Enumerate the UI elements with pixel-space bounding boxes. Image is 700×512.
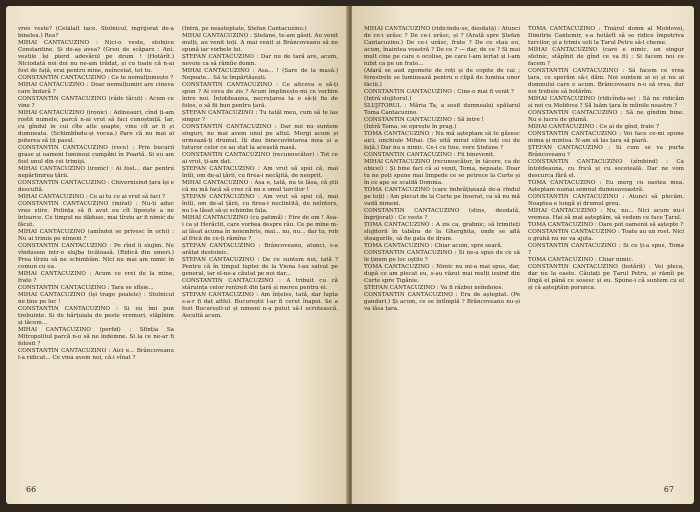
paragraph: TOMA CANTACUZINO : Nimic nu mi-a mai spus, dar, după ce am plecat eu, s-au văzut mai mulți ieșind din Curte spre Țigănie. [364, 264, 520, 284]
paragraph: ȘTEFAN CANTACUZINO : Am înțeles, tată, dar lupta s-a-r fi dat altfel. Bucureștii l-ar fi cerut înapoi. Se a fost București-ul și nimeni n-a putut să-l ocrotească. Ascultă acum. [182, 292, 338, 319]
paragraph: TOMA CANTACUZINO : Nu mă așteptam să te găsesc aici, unchiule Mihai. (Se uită mirat către toți cei de față.) Dar nu e nimic. Ce-i cu tine, vere Ștefane ? [364, 131, 520, 151]
left-column-1 [18, 26, 174, 472]
paragraph: CONSTANTIN CANTACUZINO : Tara se sfîșie... [18, 285, 154, 291]
paragraph: MIHAI CANTACUZINO (recunoscător, în tăcere, ca de obicei) : Și bine faci că ai venit, Toma, nepoate. Doar tu ne poți spune mai limpede ce se petrece la Curte și în ce ape se scaldă Domnia. [364, 159, 520, 186]
paragraph: MIHAI CANTACUZINO : Nici-o veste, stolnice Constantine. Și de-aș avea? (Greu de scăpare : Ani, veștile își pierd adevărul pe drum ! (Hotărît.) Niciodată noi doi nu ne-am trădat, și cu toate că n-ai fost de față, erai pentru mine, neîncetat, tot tu. [18, 40, 174, 74]
paragraph: CONSTANTIN CANTACUZINO : Voi face ce-mi spune inima și mintea. N-am să las țara să piară. [528, 131, 684, 144]
paragraph: (Afară se aud zgomote de roți și de copite de cai ; ferestrele se luminează pentru o clipă de lumina unor făclii.) [364, 68, 520, 88]
paragraph: CONSTANTIN CANTACUZINO : A tribuit cu că stăruința celor rentreit din țară și mereu pentru ei. [182, 278, 338, 291]
paragraph: MIHAI CANTACUZINO : Ștefane, te-am găsit. Au venit mulți, au venit toți. A mai venit și Brâncoveanu să ne spună iar vorbele lui. [182, 33, 338, 53]
paragraph: TOMA CANTACUZINO : A zis ca, grabnic, să trimiteți slujitorii în tabăra de la Gherghița, unde se află steagurile, să fie gata de drum. [364, 222, 520, 242]
paragraph: ȘTEFAN CANTACUZINO : Tu tatăl meu, cum să te las singur ? [182, 110, 338, 123]
paragraph: SLUJITORUL : Măria Ta, a sosit dumnealui spătarul Toma Cantacuzino. [364, 103, 520, 116]
paragraph: CONSTANTIN CANTACUZINO (recunoscător) : Tot ce ai vrut, ți-am dat. [182, 152, 338, 165]
paragraph: MIHAI CANTACUZINO : Nu, nu... Nici acum nu-i vremea. Hai să mai așteptăm, să vedem ce face Țarul. [528, 208, 684, 221]
paragraph: MIHAI CANTACUZINO : Ce ai tu ce ai vrut să faci ? [18, 194, 166, 200]
paragraph: MIHAI CANTACUZINO (ironic) : Ai fost... dar pentru nepărtinirea țării. [18, 166, 174, 179]
paragraph: TOMA CANTACUZINO : Oare pot oamenii să aștepte ? [528, 222, 684, 228]
paragraph: CONSTANTIN CANTACUZINO : Chivernisind țara își e descultă. [18, 180, 174, 193]
paragraph: CONSTANTIN CANTACUZINO : Să ne gîndim bine. Nu e lucru de glumă. [528, 110, 684, 123]
paragraph: MIHAI CANTACUZINO (ridicîndu-se) : Să ne ridicăm și noi cu Moldova ? Să luăm țara în mîinile noastre ? [528, 96, 684, 109]
paragraph: CONSTANTIN CANTACUZINO (râde tăcut) : Acum ce vine ? [18, 96, 174, 109]
left-page [6, 6, 348, 504]
paragraph: TOMA CANTACUZINO : Chiar acum, spre seară. [364, 243, 503, 249]
paragraph: ȘTEFAN CANTACUZINO : De ce suntem noi, tată ? Pentru că în timpul luptei de la Viena l-au salvat pe general, iar el-ne-a căutat pe noi dar... [182, 257, 338, 277]
paragraph: CONSTANTIN CANTACUZINO : Si ne-a spus de ce să le ținem pe loc oștile ? [364, 250, 520, 263]
paragraph: CONSTANTIN CANTACUZINO : Atunci să plecăm. Noaptea e lungă și drumul greu. [528, 194, 684, 207]
paragraph: CONSTANTIN CANTACUZINO (stins, deodată, îngrijorat) : Ce veste ? [364, 208, 520, 221]
paragraph: CONSTANTIN CANTACUZINO : Dar noi nu suntem singuri, ne mai avem unul pe altul. Mergi acum și urmează-ți drumul, îți dau binecuvîntarea mea și a tuturor celor ce au stat la această masă. [182, 124, 338, 151]
paragraph: MIHAI CANTACUZINO (își trage poalele) : Stolnicul ne ține pe loc ! [18, 292, 174, 305]
left-column-2 [182, 26, 338, 472]
paragraph: CONSTANTIN CANTACUZINO : Să intre ! [364, 117, 484, 123]
paragraph: CONSTANTIN CANTACUZINO : Si eu îmi pun trebuințe. Si de hărțuiala de peste vremuri, stăpînim și tăcem... [18, 306, 174, 326]
paragraph: CONSTANTIN CANTACUZINO : Pe rînd îi slujim. Ne vîndusem intr-o slujba ticăloasă. (Ridică din umeri.) Prea tîrziu să ne schimbăm. Nici nu mai am nimic în comun cu ea. [18, 243, 174, 270]
right-column-2 [528, 26, 684, 472]
paragraph: MIHAI CANTACUZINO : Acum ce vrei de la mine, frate ? [18, 271, 174, 284]
paragraph: (Intră, pe neașteptate, Ștefan Cantacuzino.) [182, 26, 307, 32]
paragraph: TOMA CANTACUZINO : Tînărul domn al Moldovei, Dimitrie Cantemir, s-a hotărît să se ridice împotriva turcilor, și a trimis soli la Țarul Petru să-l cheme. [528, 26, 684, 46]
paragraph: CONSTANTIN CANTACUZINO : Toate au un rost. Nici o grabă nu ne va ajuta. [528, 229, 684, 242]
paragraph: ȘTEFAN CANTACUZINO : Dar nu de tară are, acum, nevoie ca să rămîie domn. [182, 54, 338, 67]
paragraph: CONSTANTIN CANTACUZINO (zîmbind) : Ca întotdeauna, cu frică și cu socoteală. Dar ne vom descurca fără el. [528, 159, 684, 179]
paragraph: MIHAI CANTACUZINO (perfid) : Sfinția Sa Mitropolitul parcă n-o să ne îndemne. Si la ce ne-ar fi folosit ? [18, 327, 174, 347]
paragraph: MIHAI CANTACUZINO : Asa... ! (Sare de la masă.) Nepoate... Să te împărtășești. [182, 68, 338, 81]
paragraph: TOMA CANTACUZINO : Chiar nimic. [528, 257, 634, 263]
paragraph: TOMA CANTACUZINO : Eu merg cu oastea mea. Așteptam numai semnul dumneavoastră. [528, 180, 684, 193]
paragraph: MIHAI CANTACUZINO (cu patimă) : Fire de om ! Asa-i ca și Herăclit, care vorbea despre râu. Ce pe mine m-ai lăsat acuma în noiembrie, mai... nu, nu... dar tu, rob al frică de ce-ți râmîne ? [182, 215, 338, 242]
paragraph: CONSTANTIN CANTACUZINO (hotărît) : Vei pleca, dar nu la oaste. Căutați pe Țarul Petru, și rămîi pe lîngă el până ce sosesc și eu. Spune-i că suntem cu el și că așteptăm porunca. [528, 264, 684, 291]
paragraph: CONSTANTIN CANTACUZINO (mirat) : Nu-ți aduc vreo știre. Putința să fi avut eu cît lipsește a ne întoarce. Ce timpul ne dăduse, mai tîrziu ar fi nimic de făcut. [18, 201, 174, 228]
paragraph: MIHAI CANTACUZINO : Ce ai de gînd, frate ? [528, 124, 659, 130]
paragraph: (Intră Toma, se oprește în prag.) [364, 124, 457, 130]
paragraph: MIHAI CANTACUZINO (care e nimic, un singur sfetnic, stăpînit de gînd ce va fi) : Si facem noi ce facem ? [528, 47, 684, 67]
paragraph: CONSTANTIN CANTACUZINO : Si ce ți-a spus, Toma ? [528, 243, 684, 256]
paragraph: ȘTEFAN CANTACUZINO : Am vrut să spui că, mai întîi, om de-al țării, cu firea-i necăjită, de neoprit. [182, 166, 338, 179]
paragraph: CONSTANTIN CANTACUZINO : Ce te nemulțumește ? [18, 75, 174, 81]
paragraph: ȘTEFAN CANTACUZINO : Va fi război neîndoios. [364, 285, 504, 291]
paragraph: MIHAI CANTACUZINO : Asa e, tată, nu te lăsa, că știi că nu mă facă să crez că nu e omul turcilor ! [182, 180, 338, 193]
paragraph: MIHAI CANTACUZINO : Doar nemulțumiri are cineva care îndură ? [18, 82, 174, 95]
paragraph: CONSTANTIN CANTACUZINO : Să facem ce vrea țara, ce sperăm să-i dăm. Noi suntem ai ei și nu ai domnului care e acum. Brâncoveanu n-o să vrea, dar noi trebuie să hotărîm. [528, 68, 684, 95]
paragraph: MIHAI CANTACUZINO (amîndoi se privesc în ochi) : Nu ai trimis pe nimeni ? [18, 229, 174, 242]
paragraph: CONSTANTIN CANTACUZINO : Aici e... Brâncoveanu l-a ridicat... Ce vina avem noi, că-i vînat ? [18, 348, 174, 361]
paragraph: ȘTEFAN CANTACUZINO : Am vrut să spui că, mai întîi, om de-al țării, cu firea-i neclintită, de neîntors, nu l-a lăsat să-și schimbe fața. [182, 194, 338, 214]
paragraph: CONSTANTIN CANTACUZINO : Fii binevenit. [364, 152, 495, 158]
paragraph: TOMA CANTACUZINO (care îmbrățișează de-a rîndul pe toți) : Am plecat de la Curte pe înserat, ca să nu mă vadă nimeni. [364, 187, 520, 207]
paragraph: MIHAI CANTACUZINO (ironic) : Adineauri, cînd ți-am rostit numele, parcă n-ai vrut să faci cunoștință. Iar, cu gîndul în cui cîte alte șoapte, vine cît ar fi și dumneata. (Schimbîndu-și vocea.) Pare că nu mai ai puterea să ții pasul. [18, 110, 174, 144]
right-column-1 [364, 26, 520, 472]
paragraph: MIHAI CANTACUZINO (ridicîndu-se, deodată) : Atunci de ce-i urăsc ? De ce-i urăsc, și ? (Arată spre Ștefan Cantacuzino.) De ce-i urăsc, frate ? De ce stau eu, acum, înaintea voastră ? De ce ? — dar, de ce ? Si mai mult cine pe care o ocolise, pe care l-am iertat și l-am iubit ca pe un frate... [364, 26, 520, 67]
paragraph: CONSTANTIN CANTACUZINO : Era de așteptat. (Pe ganduri.) Și acum, ce se întîmplă ? Brâncoveanu nu-și va lăsa țara. [364, 292, 520, 312]
page-number-left: 66 [26, 485, 37, 494]
paragraph: ȘTEFAN CANTACUZINO : Si cum se va purta Brâncoveanu ? [528, 145, 684, 158]
paragraph: vreo veste? (Celălalt tace. Stolnicul, îngrijorat de-a binelea.) Rea? [18, 26, 174, 39]
paragraph: CONSTANTIN CANTACUZINO (rece) : Prin bucurii grase și oameni luminoși cumpăni în Poartă. Si eu am fost unul din cei trimiși. [18, 145, 174, 165]
paragraph: (Intră slujitorul.) [364, 96, 412, 102]
paragraph: ȘTEFAN CANTACUZINO : Brâncoveanu, atunci, s-a arătat destoinic. [182, 243, 338, 256]
paragraph: CONSTANTIN CANTACUZINO : Ce altceva o să-ți spun ? Ai ceva de zis ? Acum împlinește-mi ce vorbim între noi. Întotdeauna, necruțarea ta o să-ți fie de folos, o să fii bun pentru țară. [182, 82, 338, 109]
paragraph: CONSTANTIN CANTACUZINO : Cine-o mai fi venit ? [364, 89, 514, 95]
right-page [352, 6, 694, 504]
page-number-right: 67 [663, 485, 674, 494]
